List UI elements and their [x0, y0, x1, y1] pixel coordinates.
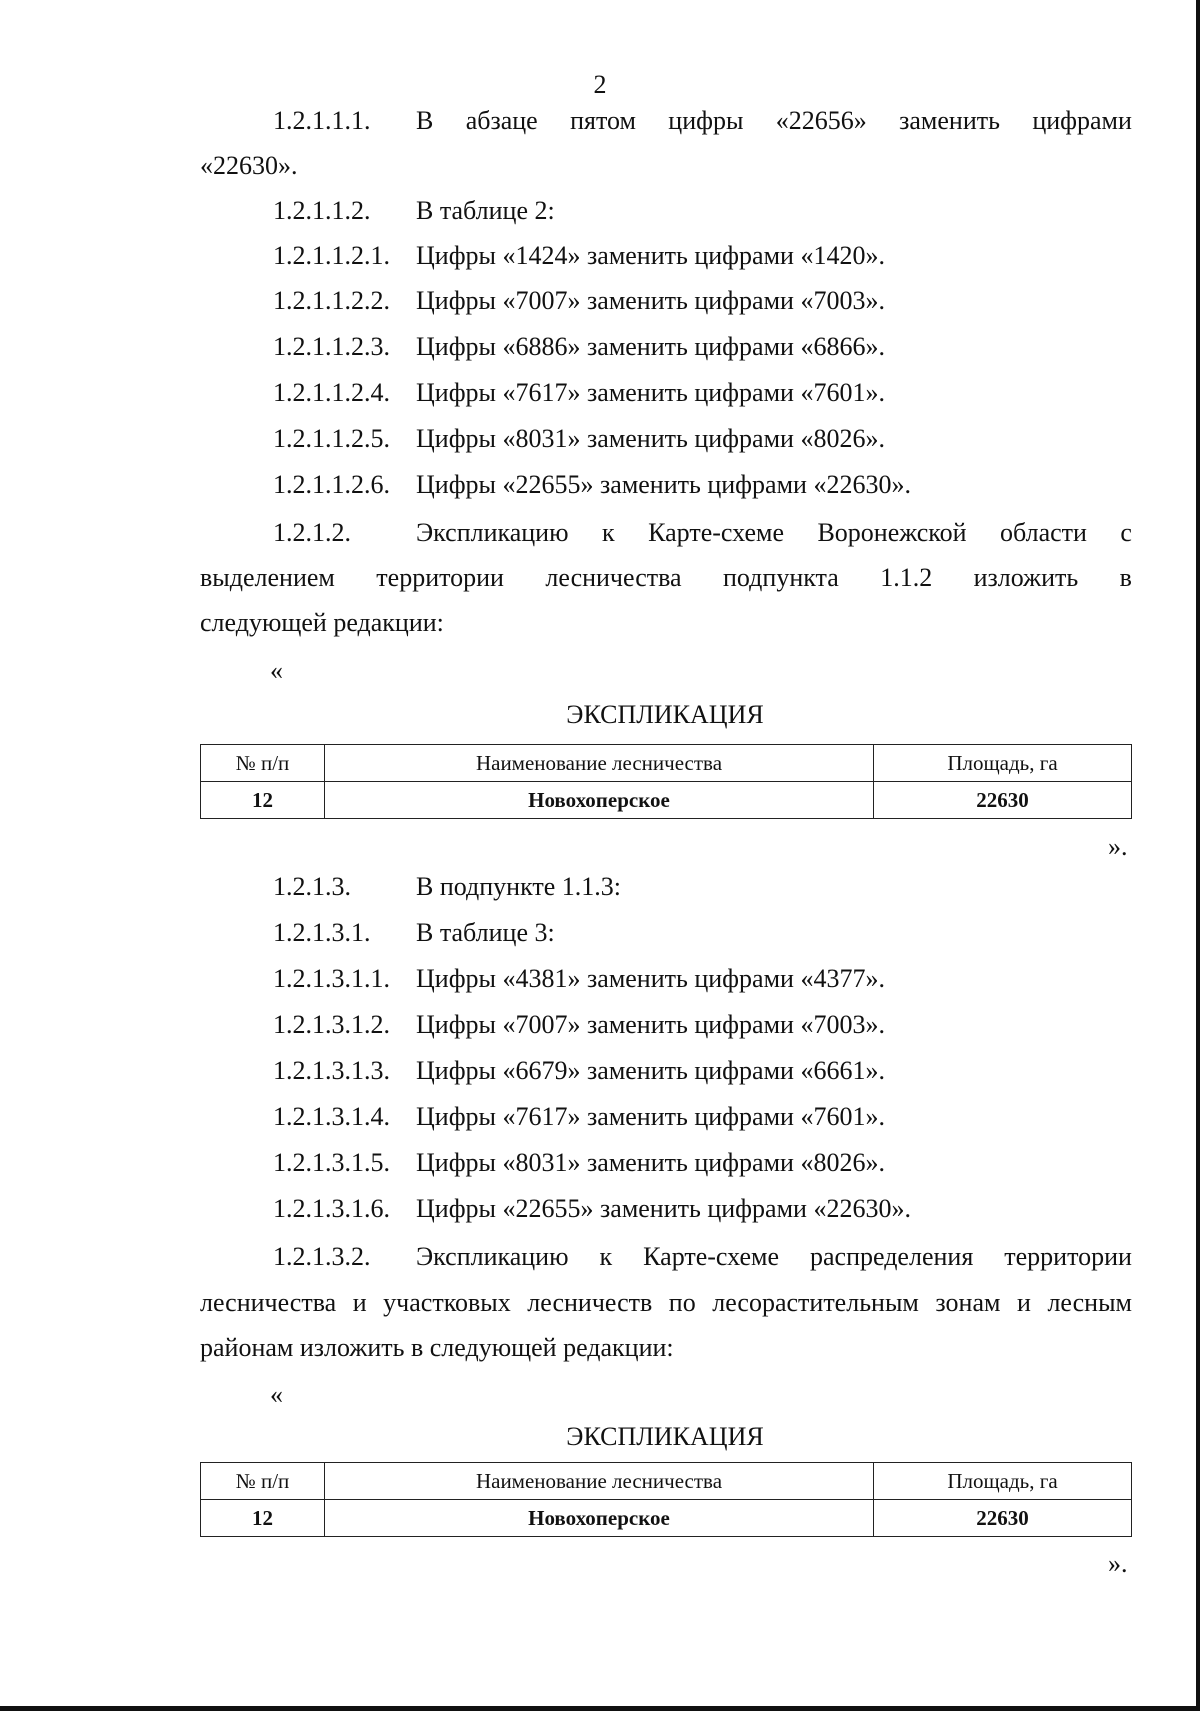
cell-area: 22630 [874, 1500, 1132, 1537]
word: заменить [899, 106, 1000, 135]
item-number: 1.2.1.1.2.4. [273, 378, 390, 407]
cell-name: Новохоперское [325, 782, 874, 819]
para-1211-line1 [416, 106, 1132, 136]
word: Карте-схеме [643, 1242, 780, 1271]
para-12132-line1 [416, 1242, 1132, 1272]
word: изложить [973, 563, 1079, 592]
word: Воронежской [817, 518, 967, 547]
header-name: Наименование лесничества [325, 1463, 874, 1500]
cell-number: 12 [201, 782, 325, 819]
item-number: 1.2.1.3.1.5. [273, 1148, 390, 1177]
table-row [201, 1500, 1132, 1537]
item-text: Цифры «7617» заменить цифрами «7601». [416, 378, 885, 407]
item-number: 1.2.1.3. [273, 872, 351, 901]
closing-quote: ». [1108, 1549, 1128, 1578]
item-text: Цифры «6886» заменить цифрами «6866». [416, 332, 885, 361]
word: выделением [200, 563, 335, 592]
word: Карте-схеме [648, 518, 784, 547]
item-number: 1.2.1.3.1.2. [273, 1010, 390, 1039]
closing-quote: ». [1108, 832, 1128, 861]
page-number: 2 [593, 70, 607, 99]
word: пятом [570, 106, 636, 135]
item-number: 1.2.1.1.2.6. [273, 470, 390, 499]
word: области [1000, 518, 1087, 547]
item-number: 1.2.1.1.2.3. [273, 332, 390, 361]
cell-number: 12 [201, 1500, 325, 1537]
word: цифрами [1032, 106, 1132, 135]
header-name: Наименование лесничества [325, 745, 874, 782]
para-1212-line3: следующей редакции: [200, 608, 444, 637]
opening-quote: « [270, 1380, 283, 1409]
item-number: 1.2.1.2. [273, 518, 351, 547]
table-header-row [201, 1463, 1132, 1500]
header-area: Площадь, га [874, 745, 1132, 782]
cell-area: 22630 [874, 782, 1132, 819]
word: Экспликацию [416, 518, 569, 547]
para-12132-line3: районам изложить в следующей редакции: [200, 1333, 674, 1362]
word: подпункта [723, 563, 839, 592]
word: В [416, 106, 434, 135]
scan-edge-bottom [0, 1706, 1200, 1711]
item-number: 1.2.1.3.1. [273, 918, 371, 947]
item-number: 1.2.1.1.2.5. [273, 424, 390, 453]
word: Экспликацию [416, 1242, 569, 1271]
item-number: 1.2.1.3.1.1. [273, 964, 390, 993]
word: лесничества [545, 563, 682, 592]
item-text: Цифры «22655» заменить цифрами «22630». [416, 470, 911, 499]
word: территории [376, 563, 504, 592]
item-text: В таблице 2: [416, 196, 555, 225]
explication-title: ЭКСПЛИКАЦИЯ [566, 1422, 764, 1451]
item-number: 1.2.1.3.1.4. [273, 1102, 390, 1131]
explication-table [200, 1462, 1132, 1537]
explication-title: ЭКСПЛИКАЦИЯ [566, 700, 764, 729]
item-number: 1.2.1.1.2. [273, 196, 371, 225]
word: к [602, 518, 615, 547]
item-text: Цифры «1424» заменить цифрами «1420». [416, 241, 885, 270]
item-text: В таблице 3: [416, 918, 555, 947]
item-number: 1.2.1.1.1. [273, 106, 371, 135]
item-text: Цифры «8031» заменить цифрами «8026». [416, 424, 885, 453]
item-number: 1.2.1.3.1.3. [273, 1056, 390, 1085]
word: «22656» [775, 106, 867, 135]
word: цифры [668, 106, 744, 135]
item-text: Цифры «7007» заменить цифрами «7003». [416, 286, 885, 315]
header-number: № п/п [201, 1463, 325, 1500]
para-12132-line2 [200, 1288, 1132, 1318]
item-number: 1.2.1.1.2.2. [273, 286, 390, 315]
table-header-row [201, 745, 1132, 782]
header-number: № п/п [201, 745, 325, 782]
word: абзаце [465, 106, 538, 135]
word: к [599, 1242, 613, 1271]
item-text: Цифры «7007» заменить цифрами «7003». [416, 1010, 885, 1039]
word: территории [1004, 1242, 1132, 1271]
para-1212-line2 [200, 563, 1132, 593]
item-text: Цифры «8031» заменить цифрами «8026». [416, 1148, 885, 1177]
para-1211-line2: «22630». [200, 151, 298, 180]
cell-name: Новохоперское [325, 1500, 874, 1537]
item-text: Цифры «7617» заменить цифрами «7601». [416, 1102, 885, 1131]
header-area: Площадь, га [874, 1463, 1132, 1500]
word: в [1119, 563, 1132, 592]
item-text: Цифры «6679» заменить цифрами «6661». [416, 1056, 885, 1085]
line-text: лесничества и участковых лесничеств по лесорастительным зонам и лесным [200, 1288, 1132, 1317]
item-text: Цифры «4381» заменить цифрами «4377». [416, 964, 885, 993]
item-number: 1.2.1.1.2.1. [273, 241, 390, 270]
word: с [1120, 518, 1132, 547]
item-text: Цифры «22655» заменить цифрами «22630». [416, 1194, 911, 1223]
explication-table [200, 744, 1132, 819]
item-number: 1.2.1.3.2. [273, 1242, 371, 1271]
table-row [201, 782, 1132, 819]
word: 1.1.2 [880, 563, 933, 592]
scan-edge-right [1196, 0, 1200, 1711]
word: распределения [810, 1242, 974, 1271]
item-text: В подпункте 1.1.3: [416, 872, 621, 901]
item-number: 1.2.1.3.1.6. [273, 1194, 390, 1223]
opening-quote: « [270, 656, 283, 685]
para-1212-line1 [416, 518, 1132, 548]
